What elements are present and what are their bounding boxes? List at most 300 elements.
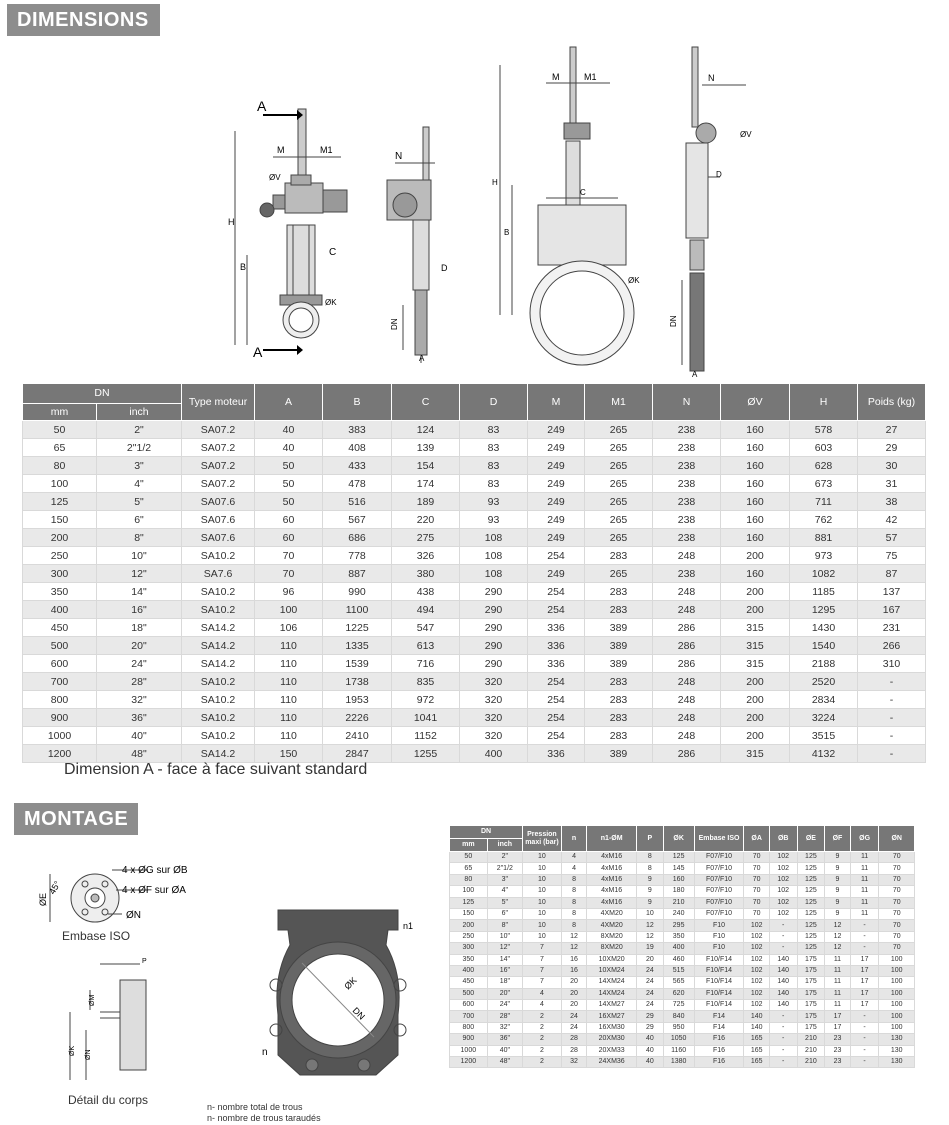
dim-table-cell: 1953 bbox=[323, 691, 392, 709]
dim-table-cell: 265 bbox=[585, 493, 653, 511]
dim-table-cell: 336 bbox=[528, 619, 585, 637]
dim-table-cell: 20" bbox=[97, 637, 182, 655]
mont-table-cell: F14 bbox=[694, 1011, 744, 1022]
dim-table-cell: 24" bbox=[97, 655, 182, 673]
mont-table-cell: 7 bbox=[523, 965, 562, 976]
dim-table-row bbox=[23, 565, 926, 583]
mont-table-row bbox=[450, 943, 915, 954]
dim-table-cell: 50 bbox=[23, 421, 97, 439]
dim-table-cell: 248 bbox=[653, 601, 721, 619]
dim-table-cell: 108 bbox=[460, 565, 528, 583]
mont-table-cell: 12 bbox=[561, 943, 586, 954]
dim-table-cell: 27 bbox=[858, 421, 926, 439]
dim-table-cell: 160 bbox=[721, 457, 790, 475]
mont-header-col: n bbox=[561, 826, 586, 852]
dim-table-cell: 87 bbox=[858, 565, 926, 583]
dim-table-cell: 28" bbox=[97, 673, 182, 691]
dim-table-cell: 2834 bbox=[790, 691, 858, 709]
dim-header-col: A bbox=[255, 384, 323, 421]
dim-table-cell: 1000 bbox=[23, 727, 97, 745]
dim-table-row bbox=[23, 529, 926, 547]
mont-table-cell: 10 bbox=[523, 908, 562, 919]
dim-table-cell: 29 bbox=[858, 439, 926, 457]
drawing-side-view bbox=[375, 125, 465, 365]
dim-table-cell: 3" bbox=[97, 457, 182, 475]
label-embase-e: ØE bbox=[38, 892, 48, 906]
mont-table-cell: 100 bbox=[450, 886, 488, 897]
mont-table-cell: 18" bbox=[487, 977, 522, 988]
mont-table-cell: - bbox=[850, 920, 879, 931]
mont-table-cell: 17 bbox=[850, 988, 879, 999]
mont-table-cell: 70 bbox=[879, 897, 915, 908]
mont-table-cell: 9 bbox=[637, 897, 664, 908]
label-d-large: D bbox=[716, 170, 722, 179]
mont-table-cell: 140 bbox=[769, 965, 797, 976]
dim-table-cell: 290 bbox=[460, 637, 528, 655]
mont-table-cell: 10 bbox=[523, 874, 562, 885]
label-m1-large: M1 bbox=[584, 72, 597, 82]
dim-table-cell: 2410 bbox=[323, 727, 392, 745]
dim-table-cell: 167 bbox=[858, 601, 926, 619]
dim-table-row bbox=[23, 745, 926, 763]
mont-table-cell: F10/F14 bbox=[694, 954, 744, 965]
dim-table-cell: 2847 bbox=[323, 745, 392, 763]
dim-table-cell: 516 bbox=[323, 493, 392, 511]
mont-table-cell: 165 bbox=[744, 1045, 769, 1056]
mont-table-cell: 16XM27 bbox=[587, 1011, 637, 1022]
mont-table-cell: 130 bbox=[879, 1057, 915, 1068]
mont-table-cell: 32 bbox=[561, 1057, 586, 1068]
mont-table-cell: F07/F10 bbox=[694, 863, 744, 874]
mont-table-cell: F07/F10 bbox=[694, 874, 744, 885]
dim-table-cell: 400 bbox=[460, 745, 528, 763]
dim-table-cell: 835 bbox=[392, 673, 460, 691]
mont-table-cell: 620 bbox=[663, 988, 694, 999]
dim-table-cell: 290 bbox=[460, 655, 528, 673]
dim-table-cell: SA07.2 bbox=[182, 439, 255, 457]
dim-header-col: ØV bbox=[721, 384, 790, 421]
dim-header-dn: DN bbox=[23, 384, 182, 404]
dim-header-col: M1 bbox=[585, 384, 653, 421]
dim-table-row bbox=[23, 727, 926, 745]
dim-table-cell: 248 bbox=[653, 727, 721, 745]
dim-table-cell: 160 bbox=[721, 529, 790, 547]
mont-table-cell: 102 bbox=[744, 977, 769, 988]
dim-table-cell: 1082 bbox=[790, 565, 858, 583]
mont-table-cell: 10 bbox=[523, 920, 562, 931]
label-d-side: D bbox=[441, 263, 448, 273]
mont-table-cell: F16 bbox=[694, 1034, 744, 1045]
mont-table-cell: 65 bbox=[450, 863, 488, 874]
label-flange-dn: DN bbox=[350, 1005, 367, 1022]
mont-table-cell: 4XM20 bbox=[587, 920, 637, 931]
dim-table-cell: SA10.2 bbox=[182, 691, 255, 709]
mont-table-cell: 23 bbox=[825, 1057, 850, 1068]
mont-table-cell: 20" bbox=[487, 988, 522, 999]
label-a-large: A bbox=[692, 370, 698, 379]
dim-table-cell: 265 bbox=[585, 565, 653, 583]
dim-table-cell: 42 bbox=[858, 511, 926, 529]
mont-table-cell: F10/F14 bbox=[694, 988, 744, 999]
mont-table-cell: 70 bbox=[744, 852, 769, 863]
dim-table-cell: 249 bbox=[528, 439, 585, 457]
dim-table-cell: 283 bbox=[585, 601, 653, 619]
label-b-large: B bbox=[504, 228, 510, 237]
mont-table-cell: 9 bbox=[637, 886, 664, 897]
dim-table-cell: 408 bbox=[323, 439, 392, 457]
dim-table-cell: 1335 bbox=[323, 637, 392, 655]
mont-table-cell: 1050 bbox=[663, 1034, 694, 1045]
mont-table-cell: 8" bbox=[487, 920, 522, 931]
label-embase-n: ØN bbox=[126, 910, 141, 921]
dim-table-cell: 80 bbox=[23, 457, 97, 475]
dim-table-cell: 249 bbox=[528, 511, 585, 529]
mont-table-cell: 11 bbox=[850, 863, 879, 874]
dim-table-cell: 265 bbox=[585, 439, 653, 457]
mont-table-cell: 17 bbox=[850, 954, 879, 965]
mont-table-cell: 2"1/2 bbox=[487, 863, 522, 874]
dim-table-cell: - bbox=[858, 727, 926, 745]
dim-table-cell: 249 bbox=[528, 529, 585, 547]
dim-table-cell: 326 bbox=[392, 547, 460, 565]
dim-table-cell: 48" bbox=[97, 745, 182, 763]
mont-table-cell: 20 bbox=[637, 954, 664, 965]
mont-table-row bbox=[450, 1034, 915, 1045]
mont-table-cell: 165 bbox=[744, 1057, 769, 1068]
mont-table-cell: 10 bbox=[523, 931, 562, 942]
mont-table-cell: 4 bbox=[523, 988, 562, 999]
mont-table-cell: 17 bbox=[850, 965, 879, 976]
dim-table-row bbox=[23, 493, 926, 511]
dim-table-cell: SA10.2 bbox=[182, 709, 255, 727]
mont-table-cell: 125 bbox=[797, 886, 825, 897]
mont-table-cell: 29 bbox=[637, 1011, 664, 1022]
mont-table-cell: 6" bbox=[487, 908, 522, 919]
dim-table-cell: 75 bbox=[858, 547, 926, 565]
mont-table-cell: 80 bbox=[450, 874, 488, 885]
mont-table-cell: 102 bbox=[744, 931, 769, 942]
label-flange-k: ØK bbox=[342, 975, 359, 992]
mont-table-cell: 40" bbox=[487, 1045, 522, 1056]
dim-table-cell: 70 bbox=[255, 565, 323, 583]
dim-table-cell: 320 bbox=[460, 727, 528, 745]
mont-header-mm: mm bbox=[450, 839, 488, 852]
dim-table-cell: 174 bbox=[392, 475, 460, 493]
mont-table-cell: 350 bbox=[450, 954, 488, 965]
mont-table-cell: 24XM36 bbox=[587, 1057, 637, 1068]
dim-table-cell: 389 bbox=[585, 637, 653, 655]
dim-table-cell: 1225 bbox=[323, 619, 392, 637]
dim-table-cell: 137 bbox=[858, 583, 926, 601]
mont-table-cell: 20XM30 bbox=[587, 1034, 637, 1045]
mont-table-cell: 125 bbox=[663, 852, 694, 863]
mont-table-cell: 70 bbox=[879, 874, 915, 885]
mont-table-cell: 10 bbox=[523, 886, 562, 897]
dim-table-cell: 160 bbox=[721, 439, 790, 457]
dim-table-cell: 40" bbox=[97, 727, 182, 745]
dim-table-cell: 83 bbox=[460, 421, 528, 439]
dim-table-cell: 40 bbox=[255, 421, 323, 439]
mont-table-cell: 240 bbox=[663, 908, 694, 919]
mont-table-cell: - bbox=[769, 1022, 797, 1033]
dim-table-cell: 189 bbox=[392, 493, 460, 511]
drawing-detail-corps bbox=[60, 960, 170, 1085]
dim-table-cell: 283 bbox=[585, 709, 653, 727]
mont-table-cell: 800 bbox=[450, 1022, 488, 1033]
dim-table-cell: 2188 bbox=[790, 655, 858, 673]
mont-table-cell: 100 bbox=[879, 1022, 915, 1033]
mont-table-cell: 900 bbox=[450, 1034, 488, 1045]
dim-table-cell: 160 bbox=[721, 565, 790, 583]
label-c-large: C bbox=[580, 188, 586, 197]
dim-table-cell: 110 bbox=[255, 727, 323, 745]
dim-table-cell: 4" bbox=[97, 475, 182, 493]
dim-table-cell: 1539 bbox=[323, 655, 392, 673]
mont-table-cell: 102 bbox=[744, 943, 769, 954]
mont-table-cell: 8 bbox=[561, 886, 586, 897]
mont-table-cell: 7 bbox=[523, 954, 562, 965]
dim-table-cell: 275 bbox=[392, 529, 460, 547]
mont-table-cell: 4xM16 bbox=[587, 874, 637, 885]
mont-table-cell: 4xM16 bbox=[587, 897, 637, 908]
dim-table-cell: 31 bbox=[858, 475, 926, 493]
dim-table-cell: 238 bbox=[653, 565, 721, 583]
mont-table-cell: 23 bbox=[825, 1034, 850, 1045]
dim-table-cell: 700 bbox=[23, 673, 97, 691]
mont-table-cell: 28" bbox=[487, 1011, 522, 1022]
mont-table-cell: 11 bbox=[825, 954, 850, 965]
dim-table-cell: SA10.2 bbox=[182, 583, 255, 601]
mont-table-cell: 200 bbox=[450, 920, 488, 931]
dim-table-cell: 389 bbox=[585, 619, 653, 637]
dim-table-cell: 265 bbox=[585, 457, 653, 475]
mont-table-cell: 210 bbox=[797, 1057, 825, 1068]
dim-table-cell: 315 bbox=[721, 655, 790, 673]
dim-table-cell: 4132 bbox=[790, 745, 858, 763]
dim-table-cell: 972 bbox=[392, 691, 460, 709]
mont-table-cell: 11 bbox=[850, 908, 879, 919]
mont-table-cell: 12" bbox=[487, 943, 522, 954]
mont-table-cell: 4xM16 bbox=[587, 886, 637, 897]
mont-table-cell: 1200 bbox=[450, 1057, 488, 1068]
dim-table-cell: SA14.2 bbox=[182, 619, 255, 637]
mont-table-cell: 9 bbox=[825, 897, 850, 908]
mont-table-cell: 70 bbox=[879, 931, 915, 942]
mont-table-row bbox=[450, 908, 915, 919]
mont-table-row bbox=[450, 874, 915, 885]
dim-table-cell: 265 bbox=[585, 421, 653, 439]
dim-table-cell: 110 bbox=[255, 673, 323, 691]
dim-table-cell: 2" bbox=[97, 421, 182, 439]
dim-table-cell: 249 bbox=[528, 457, 585, 475]
mont-table-cell: 140 bbox=[769, 977, 797, 988]
dim-table-cell: 249 bbox=[528, 421, 585, 439]
dim-table-cell: 283 bbox=[585, 583, 653, 601]
dim-table-cell: 254 bbox=[528, 583, 585, 601]
dim-table-cell: 154 bbox=[392, 457, 460, 475]
dim-table-cell: 231 bbox=[858, 619, 926, 637]
mont-table-cell: 130 bbox=[879, 1034, 915, 1045]
mont-table-cell: 460 bbox=[663, 954, 694, 965]
dim-table-cell: 238 bbox=[653, 457, 721, 475]
mont-table-cell: 10" bbox=[487, 931, 522, 942]
caption-embase-iso: Embase ISO bbox=[62, 929, 131, 943]
mont-header-col: ØE bbox=[797, 826, 825, 852]
mont-table-cell: 8XM20 bbox=[587, 943, 637, 954]
dim-table-cell: - bbox=[858, 709, 926, 727]
dim-table-cell: 300 bbox=[23, 565, 97, 583]
dim-table-cell: 283 bbox=[585, 547, 653, 565]
dim-table-cell: 106 bbox=[255, 619, 323, 637]
dim-table-row bbox=[23, 637, 926, 655]
mont-table-cell: 500 bbox=[450, 988, 488, 999]
dimension-note: Dimension A - face à face suivant standard bbox=[64, 761, 368, 778]
label-flange-n: n bbox=[262, 1047, 268, 1058]
dim-table-cell: 14" bbox=[97, 583, 182, 601]
dim-table-cell: 578 bbox=[790, 421, 858, 439]
mont-table-cell: 8 bbox=[637, 863, 664, 874]
mont-table-row bbox=[450, 920, 915, 931]
mont-table-row bbox=[450, 1045, 915, 1056]
drawing-embase-iso bbox=[30, 860, 220, 940]
mont-table-cell: 125 bbox=[797, 931, 825, 942]
mont-header-col: Embase ISO bbox=[694, 826, 744, 852]
mont-table-cell: 125 bbox=[797, 908, 825, 919]
dim-table-cell: 200 bbox=[721, 709, 790, 727]
mont-table-cell: F07/F10 bbox=[694, 886, 744, 897]
mont-table-cell: 8 bbox=[561, 874, 586, 885]
dim-table-cell: 38 bbox=[858, 493, 926, 511]
mont-table-cell: 102 bbox=[769, 874, 797, 885]
dim-table-cell: 1100 bbox=[323, 601, 392, 619]
mont-table-cell: 950 bbox=[663, 1022, 694, 1033]
mont-table-cell: 10 bbox=[523, 897, 562, 908]
dim-table-row bbox=[23, 547, 926, 565]
dim-table-cell: 310 bbox=[858, 655, 926, 673]
mont-table-row bbox=[450, 1000, 915, 1011]
section-title-montage: MONTAGE bbox=[14, 803, 138, 835]
label-h-large: H bbox=[492, 178, 498, 187]
label-dv-large: ØV bbox=[740, 130, 752, 139]
mont-table-row bbox=[450, 863, 915, 874]
mont-table-cell: 102 bbox=[769, 863, 797, 874]
mont-table-cell: 175 bbox=[797, 1022, 825, 1033]
dim-table-cell: 160 bbox=[721, 511, 790, 529]
dim-table-cell: 139 bbox=[392, 439, 460, 457]
mont-table-cell: 4 bbox=[561, 863, 586, 874]
dim-header-col: B bbox=[323, 384, 392, 421]
mont-table-cell: 20 bbox=[561, 1000, 586, 1011]
mont-table-cell: 24 bbox=[561, 1011, 586, 1022]
mont-table-cell: 102 bbox=[744, 988, 769, 999]
mont-table-cell: 40 bbox=[637, 1034, 664, 1045]
dim-table-cell: 283 bbox=[585, 727, 653, 745]
mont-table-cell: 11 bbox=[825, 1000, 850, 1011]
mont-table-cell: 10 bbox=[637, 908, 664, 919]
dim-table-cell: 254 bbox=[528, 547, 585, 565]
drawing-flange-body bbox=[258, 905, 423, 1085]
dim-table-cell: 238 bbox=[653, 475, 721, 493]
dim-header-col: D bbox=[460, 384, 528, 421]
dim-table-cell: 18" bbox=[97, 619, 182, 637]
mont-table-cell: 9 bbox=[825, 874, 850, 885]
mont-table-cell: 11 bbox=[825, 988, 850, 999]
mont-table-cell: 40 bbox=[637, 1057, 664, 1068]
mont-table-cell: F10/F14 bbox=[694, 965, 744, 976]
dim-table-cell: 83 bbox=[460, 475, 528, 493]
dim-table-cell: 250 bbox=[23, 547, 97, 565]
mont-table-cell: 100 bbox=[879, 988, 915, 999]
mont-table-cell: 8 bbox=[637, 852, 664, 863]
mont-table-cell: - bbox=[850, 943, 879, 954]
mont-table-cell: 17 bbox=[825, 1022, 850, 1033]
mont-table-cell: 14" bbox=[487, 954, 522, 965]
mont-table-row bbox=[450, 897, 915, 908]
dim-table-cell: 200 bbox=[721, 601, 790, 619]
dim-table-cell: 125 bbox=[23, 493, 97, 511]
mont-table-cell: 2" bbox=[487, 852, 522, 863]
dim-table-cell: 83 bbox=[460, 457, 528, 475]
dim-table-cell: 2226 bbox=[323, 709, 392, 727]
mont-table-cell: 175 bbox=[797, 1000, 825, 1011]
dim-table-cell: 290 bbox=[460, 619, 528, 637]
mont-table-cell: 70 bbox=[879, 943, 915, 954]
dim-table-cell: 100 bbox=[255, 601, 323, 619]
dim-table-cell: 673 bbox=[790, 475, 858, 493]
dim-table-cell: 887 bbox=[323, 565, 392, 583]
mont-table-cell: - bbox=[850, 1011, 879, 1022]
label-dv: ØV bbox=[269, 173, 281, 182]
dim-table-cell: 8" bbox=[97, 529, 182, 547]
mont-table-cell: - bbox=[850, 1022, 879, 1033]
mont-table-cell: 125 bbox=[797, 897, 825, 908]
mont-table-cell: 2 bbox=[523, 1011, 562, 1022]
dim-table-cell: 1738 bbox=[323, 673, 392, 691]
dim-table-cell: 383 bbox=[323, 421, 392, 439]
mont-table-cell: 125 bbox=[797, 874, 825, 885]
mont-table-cell: 16 bbox=[561, 954, 586, 965]
mont-table-cell: F14 bbox=[694, 1022, 744, 1033]
dim-table-cell: SA14.2 bbox=[182, 655, 255, 673]
dim-table-cell: 70 bbox=[255, 547, 323, 565]
label-dk: ØK bbox=[325, 298, 337, 307]
mont-table-cell: 36" bbox=[487, 1034, 522, 1045]
mont-table-cell: 350 bbox=[663, 931, 694, 942]
mont-table-cell: 165 bbox=[744, 1034, 769, 1045]
dim-table-cell: 160 bbox=[721, 475, 790, 493]
mont-table-cell: F10/F14 bbox=[694, 977, 744, 988]
dim-table-cell: - bbox=[858, 691, 926, 709]
dim-table-cell: SA07.2 bbox=[182, 421, 255, 439]
dim-table-cell: SA07.2 bbox=[182, 475, 255, 493]
dim-table-cell: 12" bbox=[97, 565, 182, 583]
mont-table-cell: 8 bbox=[561, 920, 586, 931]
dim-header-mm: mm bbox=[23, 404, 97, 421]
label-embase-angle: 45° bbox=[47, 879, 63, 896]
mont-table-cell: 150 bbox=[450, 908, 488, 919]
mont-table-cell: 10 bbox=[523, 852, 562, 863]
label-a-bottom: A bbox=[253, 344, 263, 360]
dim-table-row bbox=[23, 601, 926, 619]
mont-table-cell: 12 bbox=[825, 920, 850, 931]
mont-table-cell: 2 bbox=[523, 1034, 562, 1045]
mont-table-cell: 9 bbox=[825, 886, 850, 897]
mont-table-cell: - bbox=[769, 931, 797, 942]
dim-table-cell: 286 bbox=[653, 655, 721, 673]
dim-table-cell: 60 bbox=[255, 529, 323, 547]
dim-table-cell: 286 bbox=[653, 619, 721, 637]
dim-table-cell: 603 bbox=[790, 439, 858, 457]
